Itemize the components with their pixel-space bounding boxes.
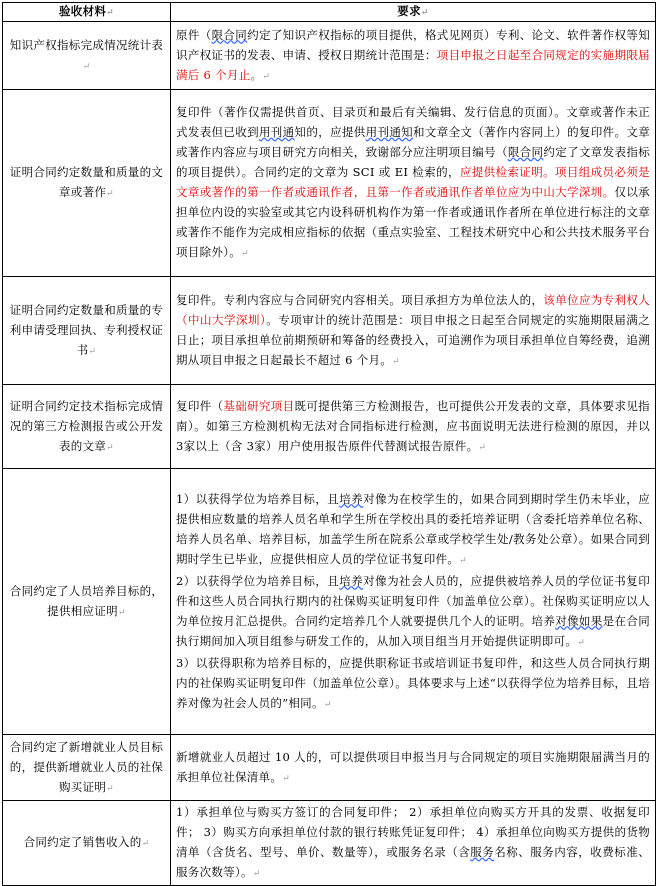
requirement-item-3: 3）以获得职称为培养目标的，应提供职称证书或培训证书复印件，和这些人员合同执行期内的社保购买证明复印件（加盖单位公章）。具体要求与上述“以获得学位为培养目标，且培养对像为社会人员的”相同。↵ — [176, 655, 650, 710]
material-requirement: 复印件（基础研究项目既可提供第三方检测报告，也可提供公开发表的文章，具体要求见指南）。如第三方检测机构无法对合同指标进行检测，应书面说明无法进行检测的原因，并以 3家以上（含 3家）用户使用报告原件代替测试报告原件。↵ — [171, 385, 656, 469]
table-header-row — [3, 3, 656, 22]
requirement-item-2: 2）以获得学位为培养目标，且培养对像为社会人员的，应提供被培养人员的学位证书复印件和这些人员合同执行期内的社保购买证明复印件（加盖单位公章）。社保购买证明应以人为单位按月汇总提供。合同约定培养几个人就要提供几个人的证明。培养对像如果是在合同执行期间加入项目组参与研发工作的，从加入项目组当月开始提供证明即可。↵ — [176, 573, 650, 648]
header-materials: 验收材料↵ — [3, 3, 171, 22]
table-row — [3, 277, 656, 385]
material-requirement: 复印件（著作仅需提供首页、目录页和最后有关编辑、发行信息的页面）。文章或著作未正式发表但已收到用刊通知的，应提供用刊通知和文章全文（著作内容同上）的复印件。文章或著作内容应与项目研究方向相关，致谢部分应注明项目编号（限合同约定了文章发表指标的项目提供）。合同约定的文章为 SCI 或 EI 检索的，应提供检索证明。项目组成员必须是文章或著作的第一作者或通讯作者，且第一作者或通讯作者单位应为中山大学深圳。仅以承担单位内设的实验室或其它内设科研机构作为第一作者或通讯作者所在单位进行标注的文章或著作不能作为完成相应指标的依据（重点实验室、工程技术研究中心和公共技术服务平台项目除外）。↵ — [171, 90, 656, 277]
material-requirement — [171, 469, 656, 735]
material-requirement: 原件（限合同约定了知识产权指标的项目提供，格式见网页）专利、论文、软件著作权等知识产权证书的发表、申请、授权日期统计范围是：项目申报之日起至合同规定的实施期限届满后 6 个月止。↵ — [171, 22, 656, 90]
material-name: 证明合同约定数量和质量的文章或著作↵ — [3, 90, 171, 277]
requirement-item-1: 1）以获得学位为培养目标，且培养对像为在校学生的，如果合同到期时学生仍未毕业，应提供相应数量的培养人员名单和学生所在学校出具的委托培养证明（含委托培养单位名称、培养人员名单、培养目标，加盖学生所在院系公章或学校学生处/教务处公章）。如果合同到期时学生已毕业，应提供相应人员的学位证书复印件。↵ — [176, 491, 650, 566]
material-requirement: 新增就业人员超过 10 人的，可以提供项目申报当月与合同规定的项目实施期限届满当月的承担单位社保清单。↵ — [171, 735, 656, 801]
table-row — [3, 385, 656, 469]
material-name: 合同约定了新增就业人员目标的，提供新增就业人员的社保购买证明↵ — [3, 735, 171, 801]
header-requirements: 要求↵ — [171, 3, 656, 22]
material-name: 合同约定了人员培养目标的，提供相应证明↵ — [3, 469, 171, 735]
table-row — [3, 801, 656, 886]
table-row — [3, 469, 656, 735]
material-name: 证明合同约定技术指标完成情况的第三方检测报告或公开发表的文章↵ — [3, 385, 171, 469]
material-requirement: 复印件。专利内容应与合同研究内容相关。项目承担方为单位法人的，该单位应为专利权人（中山大学深圳）。专项审计的统计范围是：项目申报之日起至合同规定的实施期限届满之日止；项目承担单位前期预研和筹备的经费投入，可追溯作为项目承担单位自筹经费，追溯期从项目申报之日起最长不超过 6 个月。↵ — [171, 277, 656, 385]
table-row — [3, 735, 656, 801]
material-name: 知识产权指标完成情况统计表↵ — [3, 22, 171, 90]
acceptance-materials-table — [2, 2, 656, 886]
material-requirement: 1）承担单位与购买方签订的合同复印件； 2）承担单位向购买方开具的发票、收据复印件； 3）购买方向承担单位付款的银行转账凭证复印件； 4）承担单位向购买方提供的货物清单（含货名、型号、单价、数量等），或服务名录（含服务名称、服务内容，收费标准、服务次数等）。↵ — [171, 801, 656, 886]
material-name: 证明合同约定数量和质量的专利申请受理回执、专利授权证书↵ — [3, 277, 171, 385]
material-name: 合同约定了销售收入的↵ — [3, 801, 171, 886]
table-row — [3, 90, 656, 277]
table-row — [3, 22, 656, 90]
